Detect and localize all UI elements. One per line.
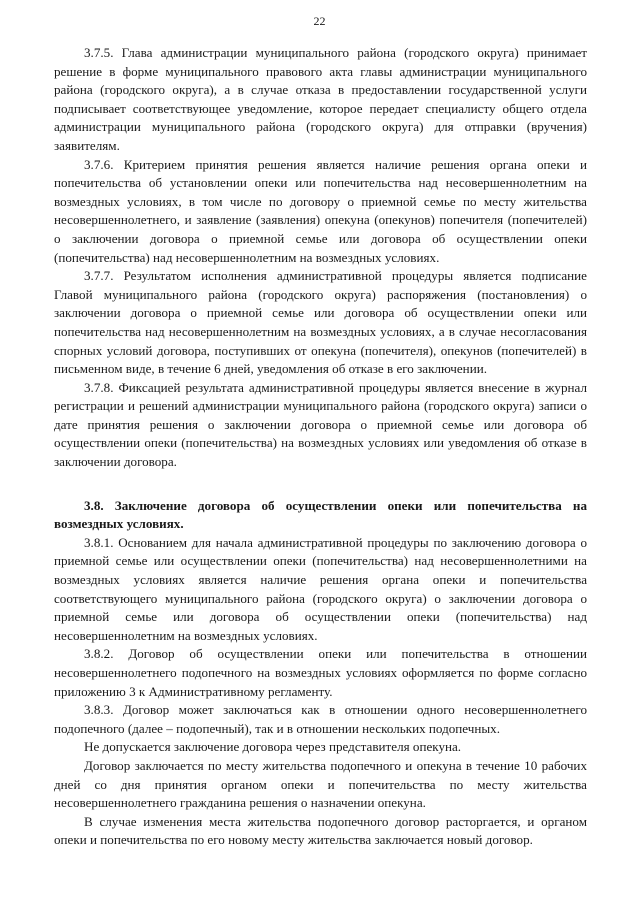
paragraph-contract-place: Договор заключается по месту жительства подопечного и опекуна в течение 10 рабочих дней со дня принятия органом опеки и попечительства по месту жительства несовершеннолетнего гражданина решения о назначении опекуна. xyxy=(54,757,587,811)
document-body xyxy=(54,44,587,850)
paragraph-3-7-5: 3.7.5. Глава администрации муниципального района (городского округа) принимает решение в форме муниципального правового акта главы администрации муниципального района (городского округа), а в случае отказа в предоставлении государственной услуги подписывает соответствующее уведомление, которое передает специалисту общего отдела администрации муниципального района (городского округа) для отправки (вручения) заявителям. xyxy=(54,45,587,153)
section-heading-3-8: 3.8. Заключение договора об осуществлении опеки или попечительства на возмездных условиях. xyxy=(54,497,587,532)
paragraph-3-8-3: 3.8.3. Договор может заключаться как в отношении одного несовершеннолетнего подопечного (далее – подопечный), так и в отношении нескольких подопечных. xyxy=(54,702,587,736)
paragraph-residence-change: В случае изменения места жительства подопечного договор расторгается, и органом опеки и попечительства по его новому месту жительства заключается новый договор. xyxy=(54,813,587,848)
paragraph-3-8-2: 3.8.2. Договор об осуществлении опеки или попечительства в отношении несовершеннолетнего подопечного на возмездных условиях оформляется по форме согласно приложению 3 к Административному регламенту. xyxy=(54,646,587,699)
page-number: 22 xyxy=(313,14,326,28)
paragraph-3-7-8: 3.7.8. Фиксацией результата административной процедуры является внесение в журнал регистрации и решений администрации муниципального района (городского округа) записи о дате принятия решения о заключении договора о приемной семье или договора об осуществлении опеки (попечительства) на возмездных условиях или уведомления об отказе в заключении договора. xyxy=(54,379,587,470)
paragraph-3-8-1: 3.8.1. Основанием для начала административной процедуры по заключению договора о приемной семье или осуществлении опеки (попечительства) над несовершеннолетними на возмездных условиях является наличие решения органа опеки и попечительства соответствующего муниципального района (городского округа) о заключении договора о приемной семье или договора об осуществлении опеки (попечительства) над несовершеннолетним на возмездных условиях. xyxy=(54,534,587,643)
paragraph-3-7-6: 3.7.6. Критерием принятия решения является наличие решения органа опеки и попечительства об установлении опеки или попечительства над несовершеннолетним на возмездных условиях, в том числе по договору о приемной семье по месту жительства несовершеннолетнего, и заявление (заявления) опекуна (опекунов) попечителя (попечителей) о заключении договора о приемной семье или договора об осуществлении опеки (попечительства) над несовершеннолетним на возмездных условиях. xyxy=(54,156,587,265)
paragraph-3-7-7: 3.7.7. Результатом исполнения административной процедуры является подписание Главой муниципального района (городского округа) распоряжения (постановления) о заключении договора о приемной семье или договора об осуществлении опеки или попечительства над несовершеннолетним на возмездных условиях, а в случае несогласования спорных условий договора, поступивших от опекуна (попечителя), опекунов (попечителей) в письменном виде, в течение 6 дней, уведомления об отказе в его заключении. xyxy=(54,268,587,377)
paragraph-representative: Не допускается заключение договора через представителя опекуна. xyxy=(84,739,462,755)
